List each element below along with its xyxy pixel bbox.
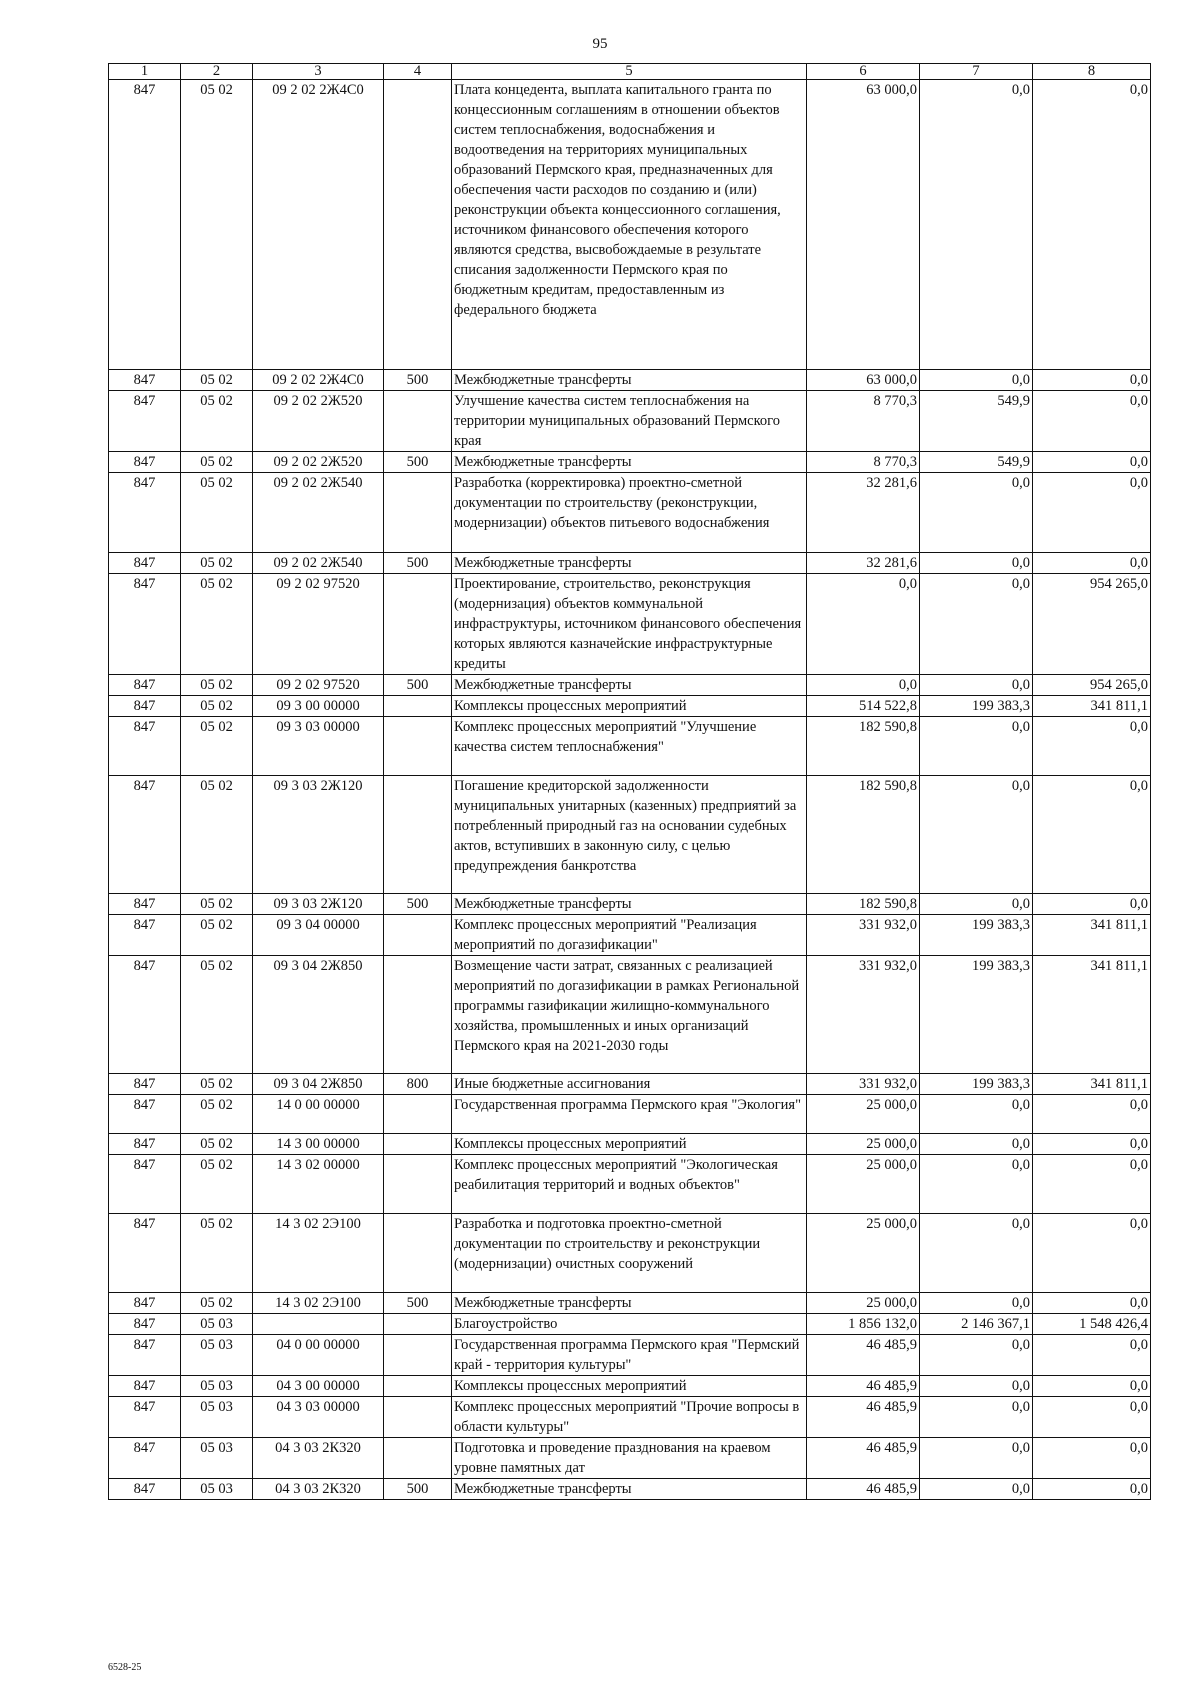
section-code-cell: 05 02	[181, 894, 253, 915]
column-number-row	[109, 64, 1151, 80]
amount-col8-cell: 0,0	[1033, 1095, 1151, 1134]
table-row	[109, 894, 1151, 915]
expense-type-cell	[384, 80, 452, 370]
amount-col8-cell: 0,0	[1033, 553, 1151, 574]
amount-col6-cell: 182 590,8	[807, 894, 920, 915]
document-code: 6528-25	[108, 1662, 142, 1673]
table-row	[109, 370, 1151, 391]
amount-col6-cell: 46 485,9	[807, 1479, 920, 1500]
admin-code-cell: 847	[109, 1293, 181, 1314]
section-code-cell: 05 03	[181, 1314, 253, 1335]
amount-col7-cell: 2 146 367,1	[920, 1314, 1033, 1335]
item-name-cell: Комплекс процессных мероприятий "Экологическая реабилитация территорий и водных объектов"	[452, 1155, 807, 1214]
table-row	[109, 915, 1151, 956]
expense-type-cell: 500	[384, 675, 452, 696]
admin-code-cell: 847	[109, 1314, 181, 1335]
amount-col6-cell: 331 932,0	[807, 956, 920, 1074]
expense-type-cell	[384, 1134, 452, 1155]
item-name-cell: Государственная программа Пермского края "Пермский край - территория культуры"	[452, 1335, 807, 1376]
amount-col7-cell: 199 383,3	[920, 915, 1033, 956]
section-code-cell: 05 02	[181, 1155, 253, 1214]
section-code-cell: 05 03	[181, 1376, 253, 1397]
target-article-cell: 09 3 03 2Ж120	[253, 894, 384, 915]
expense-type-cell	[384, 1155, 452, 1214]
amount-col8-cell: 341 811,1	[1033, 1074, 1151, 1095]
section-code-cell: 05 02	[181, 370, 253, 391]
amount-col6-cell: 32 281,6	[807, 473, 920, 553]
table-row	[109, 473, 1151, 553]
admin-code-cell: 847	[109, 473, 181, 553]
amount-col8-cell: 0,0	[1033, 1214, 1151, 1293]
amount-col6-cell: 63 000,0	[807, 80, 920, 370]
amount-col6-cell: 331 932,0	[807, 915, 920, 956]
amount-col7-cell: 0,0	[920, 1376, 1033, 1397]
expense-type-cell: 500	[384, 1293, 452, 1314]
amount-col7-cell: 0,0	[920, 1293, 1033, 1314]
admin-code-cell: 847	[109, 80, 181, 370]
table-row	[109, 1074, 1151, 1095]
amount-col8-cell: 954 265,0	[1033, 574, 1151, 675]
expense-type-cell	[384, 1214, 452, 1293]
table-row	[109, 956, 1151, 1074]
expense-type-cell: 800	[384, 1074, 452, 1095]
target-article-cell: 04 3 00 00000	[253, 1376, 384, 1397]
budget-table	[108, 63, 1151, 1500]
section-code-cell: 05 02	[181, 473, 253, 553]
target-article-cell: 09 2 02 2Ж4С0	[253, 370, 384, 391]
target-article-cell: 09 3 04 2Ж850	[253, 1074, 384, 1095]
amount-col8-cell: 0,0	[1033, 391, 1151, 452]
expense-type-cell: 500	[384, 452, 452, 473]
target-article-cell: 09 2 02 97520	[253, 675, 384, 696]
amount-col6-cell: 25 000,0	[807, 1134, 920, 1155]
amount-col6-cell: 32 281,6	[807, 553, 920, 574]
table-row	[109, 1134, 1151, 1155]
table-row	[109, 1376, 1151, 1397]
expense-type-cell	[384, 1314, 452, 1335]
admin-code-cell: 847	[109, 1479, 181, 1500]
expense-type-cell: 500	[384, 370, 452, 391]
admin-code-cell: 847	[109, 1335, 181, 1376]
section-code-cell: 05 02	[181, 452, 253, 473]
item-name-cell: Разработка (корректировка) проектно-сметной документации по строительству (реконструкции, модернизации) объектов питьевого водоснабжения	[452, 473, 807, 553]
target-article-cell: 09 2 02 2Ж540	[253, 553, 384, 574]
item-name-cell: Государственная программа Пермского края "Экология"	[452, 1095, 807, 1134]
amount-col8-cell: 0,0	[1033, 1397, 1151, 1438]
amount-col7-cell: 0,0	[920, 717, 1033, 776]
amount-col7-cell: 199 383,3	[920, 956, 1033, 1074]
item-name-cell: Межбюджетные трансферты	[452, 1293, 807, 1314]
item-name-cell: Межбюджетные трансферты	[452, 1479, 807, 1500]
column-header: 3	[253, 64, 384, 80]
admin-code-cell: 847	[109, 675, 181, 696]
expense-type-cell	[384, 696, 452, 717]
amount-col8-cell: 0,0	[1033, 1335, 1151, 1376]
amount-col7-cell: 0,0	[920, 776, 1033, 894]
amount-col6-cell: 63 000,0	[807, 370, 920, 391]
amount-col6-cell: 46 485,9	[807, 1376, 920, 1397]
amount-col7-cell: 199 383,3	[920, 696, 1033, 717]
amount-col7-cell: 0,0	[920, 553, 1033, 574]
amount-col7-cell: 549,9	[920, 391, 1033, 452]
section-code-cell: 05 03	[181, 1335, 253, 1376]
expense-type-cell	[384, 1335, 452, 1376]
amount-col8-cell: 0,0	[1033, 1293, 1151, 1314]
amount-col8-cell: 0,0	[1033, 80, 1151, 370]
section-code-cell: 05 02	[181, 675, 253, 696]
amount-col8-cell: 0,0	[1033, 776, 1151, 894]
amount-col8-cell: 0,0	[1033, 1155, 1151, 1214]
column-header: 7	[920, 64, 1033, 80]
target-article-cell: 09 3 04 2Ж850	[253, 956, 384, 1074]
expense-type-cell: 500	[384, 553, 452, 574]
section-code-cell: 05 02	[181, 553, 253, 574]
table-row	[109, 1293, 1151, 1314]
item-name-cell: Комплексы процессных мероприятий	[452, 696, 807, 717]
amount-col8-cell: 0,0	[1033, 1134, 1151, 1155]
target-article-cell: 09 2 02 2Ж4С0	[253, 80, 384, 370]
amount-col6-cell: 46 485,9	[807, 1438, 920, 1479]
section-code-cell: 05 02	[181, 1214, 253, 1293]
amount-col7-cell: 0,0	[920, 473, 1033, 553]
item-name-cell: Комплекс процессных мероприятий "Реализация мероприятий по догазификации"	[452, 915, 807, 956]
table-row	[109, 1155, 1151, 1214]
amount-col6-cell: 0,0	[807, 675, 920, 696]
section-code-cell: 05 02	[181, 391, 253, 452]
item-name-cell: Возмещение части затрат, связанных с реализацией мероприятий по догазификации в рамках Региональной программы газификации жилищно-коммунального хозяйства, промышленных и иных организаций Пермского края на 2021-2030 годы	[452, 956, 807, 1074]
target-article-cell	[253, 1314, 384, 1335]
amount-col6-cell: 1 856 132,0	[807, 1314, 920, 1335]
amount-col8-cell: 0,0	[1033, 717, 1151, 776]
section-code-cell: 05 03	[181, 1438, 253, 1479]
expense-type-cell	[384, 776, 452, 894]
target-article-cell: 14 3 02 2Э100	[253, 1214, 384, 1293]
target-article-cell: 09 2 02 2Ж520	[253, 452, 384, 473]
amount-col6-cell: 0,0	[807, 574, 920, 675]
expense-type-cell	[384, 1438, 452, 1479]
target-article-cell: 04 0 00 00000	[253, 1335, 384, 1376]
section-code-cell: 05 02	[181, 717, 253, 776]
amount-col7-cell: 0,0	[920, 675, 1033, 696]
section-code-cell: 05 03	[181, 1479, 253, 1500]
amount-col8-cell: 0,0	[1033, 452, 1151, 473]
amount-col6-cell: 331 932,0	[807, 1074, 920, 1095]
table-row	[109, 452, 1151, 473]
amount-col7-cell: 0,0	[920, 80, 1033, 370]
table-row	[109, 1438, 1151, 1479]
admin-code-cell: 847	[109, 553, 181, 574]
item-name-cell: Комплекс процессных мероприятий "Прочие вопросы в области культуры"	[452, 1397, 807, 1438]
admin-code-cell: 847	[109, 574, 181, 675]
section-code-cell: 05 02	[181, 1134, 253, 1155]
item-name-cell: Межбюджетные трансферты	[452, 675, 807, 696]
table-row	[109, 1095, 1151, 1134]
amount-col7-cell: 0,0	[920, 894, 1033, 915]
section-code-cell: 05 02	[181, 956, 253, 1074]
table-row	[109, 1335, 1151, 1376]
item-name-cell: Проектирование, строительство, реконструкция (модернизация) объектов коммунальной инфраструктуры, источником финансового обеспечения которых являются казначейские инфраструктурные кредиты	[452, 574, 807, 675]
column-header: 1	[109, 64, 181, 80]
expense-type-cell	[384, 717, 452, 776]
table-row	[109, 696, 1151, 717]
admin-code-cell: 847	[109, 452, 181, 473]
table-row	[109, 391, 1151, 452]
amount-col7-cell: 0,0	[920, 1134, 1033, 1155]
item-name-cell: Плата концедента, выплата капитального гранта по концессионным соглашениям в отношении объектов систем теплоснабжения, водоснабжения и водоотведения на территориях муниципальных образований Пермского края, предназначенных для обеспечения части расходов по созданию и (или) реконструкции объекта концессионного соглашения, источником финансового обеспечения которого являются средства, высвобождаемые в результате списания задолженности Пермского края по бюджетным кредитам, предоставленным из федерального бюджета	[452, 80, 807, 370]
target-article-cell: 09 2 02 2Ж520	[253, 391, 384, 452]
budget-table-container	[108, 63, 1150, 1500]
amount-col6-cell: 25 000,0	[807, 1095, 920, 1134]
item-name-cell: Погашение кредиторской задолженности муниципальных унитарных (казенных) предприятий за потребленный природный газ на основании судебных актов, вступивших в законную силу, с целью предупреждения банкротства	[452, 776, 807, 894]
amount-col6-cell: 25 000,0	[807, 1155, 920, 1214]
amount-col6-cell: 8 770,3	[807, 452, 920, 473]
target-article-cell: 09 2 02 2Ж540	[253, 473, 384, 553]
item-name-cell: Благоустройство	[452, 1314, 807, 1335]
target-article-cell: 09 3 03 2Ж120	[253, 776, 384, 894]
amount-col8-cell: 0,0	[1033, 1376, 1151, 1397]
table-row	[109, 553, 1151, 574]
amount-col8-cell: 0,0	[1033, 894, 1151, 915]
target-article-cell: 09 2 02 97520	[253, 574, 384, 675]
target-article-cell: 04 3 03 00000	[253, 1397, 384, 1438]
item-name-cell: Межбюджетные трансферты	[452, 452, 807, 473]
admin-code-cell: 847	[109, 1134, 181, 1155]
target-article-cell: 04 3 03 2К320	[253, 1438, 384, 1479]
item-name-cell: Комплексы процессных мероприятий	[452, 1134, 807, 1155]
expense-type-cell	[384, 915, 452, 956]
section-code-cell: 05 02	[181, 1095, 253, 1134]
expense-type-cell	[384, 1376, 452, 1397]
amount-col7-cell: 199 383,3	[920, 1074, 1033, 1095]
expense-type-cell: 500	[384, 894, 452, 915]
amount-col6-cell: 25 000,0	[807, 1214, 920, 1293]
amount-col7-cell: 0,0	[920, 574, 1033, 675]
admin-code-cell: 847	[109, 1376, 181, 1397]
target-article-cell: 04 3 03 2К320	[253, 1479, 384, 1500]
admin-code-cell: 847	[109, 894, 181, 915]
target-article-cell: 14 3 00 00000	[253, 1134, 384, 1155]
amount-col7-cell: 0,0	[920, 1095, 1033, 1134]
section-code-cell: 05 02	[181, 574, 253, 675]
admin-code-cell: 847	[109, 915, 181, 956]
admin-code-cell: 847	[109, 776, 181, 894]
amount-col8-cell: 954 265,0	[1033, 675, 1151, 696]
item-name-cell: Разработка и подготовка проектно-сметной документации по строительству и реконструкции (модернизации) очистных сооружений	[452, 1214, 807, 1293]
amount-col8-cell: 0,0	[1033, 473, 1151, 553]
table-row	[109, 1214, 1151, 1293]
item-name-cell: Комплекс процессных мероприятий "Улучшение качества систем теплоснабжения"	[452, 717, 807, 776]
expense-type-cell	[384, 391, 452, 452]
section-code-cell: 05 02	[181, 1074, 253, 1095]
table-row	[109, 80, 1151, 370]
expense-type-cell	[384, 574, 452, 675]
table-row	[109, 1314, 1151, 1335]
column-header: 4	[384, 64, 452, 80]
target-article-cell: 09 3 00 00000	[253, 696, 384, 717]
amount-col6-cell: 46 485,9	[807, 1397, 920, 1438]
amount-col6-cell: 8 770,3	[807, 391, 920, 452]
amount-col8-cell: 341 811,1	[1033, 696, 1151, 717]
target-article-cell: 09 3 03 00000	[253, 717, 384, 776]
column-header: 8	[1033, 64, 1151, 80]
admin-code-cell: 847	[109, 1397, 181, 1438]
table-row	[109, 1397, 1151, 1438]
admin-code-cell: 847	[109, 717, 181, 776]
amount-col7-cell: 0,0	[920, 1479, 1033, 1500]
table-row	[109, 717, 1151, 776]
amount-col8-cell: 1 548 426,4	[1033, 1314, 1151, 1335]
item-name-cell: Межбюджетные трансферты	[452, 553, 807, 574]
item-name-cell: Комплексы процессных мероприятий	[452, 1376, 807, 1397]
table-row	[109, 574, 1151, 675]
column-header: 6	[807, 64, 920, 80]
expense-type-cell	[384, 1397, 452, 1438]
column-header: 5	[452, 64, 807, 80]
item-name-cell: Иные бюджетные ассигнования	[452, 1074, 807, 1095]
amount-col7-cell: 0,0	[920, 370, 1033, 391]
amount-col6-cell: 46 485,9	[807, 1335, 920, 1376]
section-code-cell: 05 03	[181, 1397, 253, 1438]
amount-col7-cell: 0,0	[920, 1214, 1033, 1293]
section-code-cell: 05 02	[181, 915, 253, 956]
admin-code-cell: 847	[109, 696, 181, 717]
item-name-cell: Межбюджетные трансферты	[452, 894, 807, 915]
admin-code-cell: 847	[109, 1214, 181, 1293]
amount-col7-cell: 0,0	[920, 1397, 1033, 1438]
amount-col6-cell: 182 590,8	[807, 717, 920, 776]
section-code-cell: 05 02	[181, 776, 253, 894]
admin-code-cell: 847	[109, 1074, 181, 1095]
section-code-cell: 05 02	[181, 1293, 253, 1314]
table-row	[109, 675, 1151, 696]
amount-col6-cell: 25 000,0	[807, 1293, 920, 1314]
amount-col8-cell: 0,0	[1033, 1438, 1151, 1479]
admin-code-cell: 847	[109, 1095, 181, 1134]
section-code-cell: 05 02	[181, 696, 253, 717]
item-name-cell: Межбюджетные трансферты	[452, 370, 807, 391]
column-header: 2	[181, 64, 253, 80]
target-article-cell: 14 3 02 00000	[253, 1155, 384, 1214]
amount-col8-cell: 0,0	[1033, 370, 1151, 391]
amount-col7-cell: 0,0	[920, 1335, 1033, 1376]
admin-code-cell: 847	[109, 1155, 181, 1214]
table-row	[109, 1479, 1151, 1500]
section-code-cell: 05 02	[181, 80, 253, 370]
page-number: 95	[592, 36, 608, 52]
amount-col7-cell: 0,0	[920, 1155, 1033, 1214]
expense-type-cell	[384, 956, 452, 1074]
amount-col6-cell: 514 522,8	[807, 696, 920, 717]
admin-code-cell: 847	[109, 956, 181, 1074]
expense-type-cell	[384, 473, 452, 553]
amount-col8-cell: 341 811,1	[1033, 915, 1151, 956]
amount-col8-cell: 0,0	[1033, 1479, 1151, 1500]
amount-col7-cell: 549,9	[920, 452, 1033, 473]
amount-col6-cell: 182 590,8	[807, 776, 920, 894]
admin-code-cell: 847	[109, 1438, 181, 1479]
target-article-cell: 09 3 04 00000	[253, 915, 384, 956]
target-article-cell: 14 0 00 00000	[253, 1095, 384, 1134]
item-name-cell: Улучшение качества систем теплоснабжения на территории муниципальных образований Пермского края	[452, 391, 807, 452]
admin-code-cell: 847	[109, 391, 181, 452]
expense-type-cell: 500	[384, 1479, 452, 1500]
admin-code-cell: 847	[109, 370, 181, 391]
amount-col8-cell: 341 811,1	[1033, 956, 1151, 1074]
item-name-cell: Подготовка и проведение празднования на краевом уровне памятных дат	[452, 1438, 807, 1479]
expense-type-cell	[384, 1095, 452, 1134]
target-article-cell: 14 3 02 2Э100	[253, 1293, 384, 1314]
amount-col7-cell: 0,0	[920, 1438, 1033, 1479]
table-row	[109, 776, 1151, 894]
